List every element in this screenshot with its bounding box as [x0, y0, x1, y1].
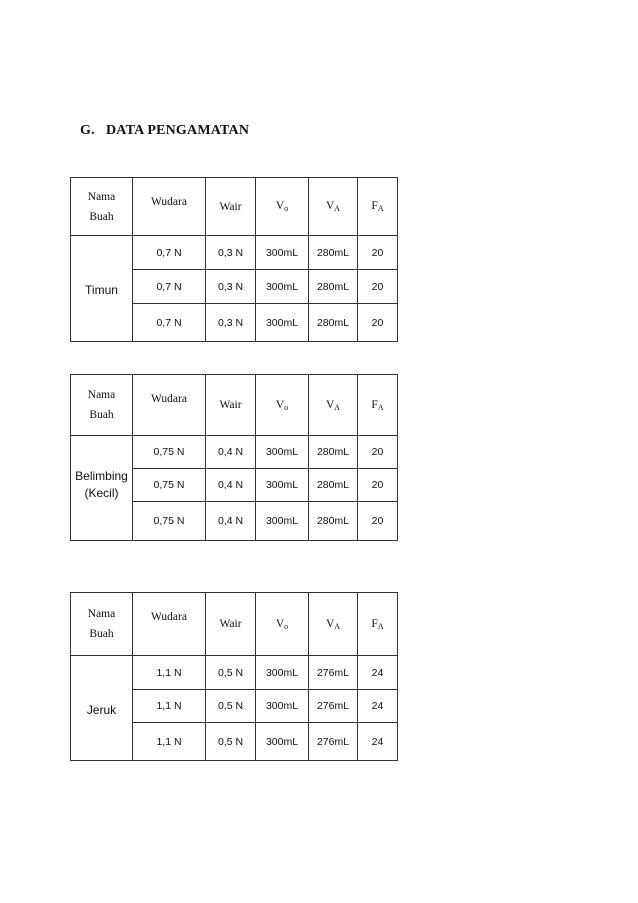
vo-cell: 300mL: [256, 690, 309, 723]
va-cell: 276mL: [309, 656, 358, 690]
fa-cell: 20: [358, 236, 398, 270]
fa-cell: 20: [358, 304, 398, 342]
wudara-cell: 1,1 N: [133, 723, 206, 761]
wudara-cell: 0,7 N: [133, 270, 206, 304]
fruit-name-cell: Timun: [71, 236, 133, 342]
table-row: [71, 236, 398, 270]
wudara-cell: 0,7 N: [133, 236, 206, 270]
fruit-name-cell: Jeruk: [71, 656, 133, 761]
section-number: G.: [80, 123, 95, 138]
header-va: $V_A$: [309, 375, 358, 436]
header-nama-buah: Nama Buah: [71, 178, 133, 236]
header-vo: $V_o$: [256, 375, 309, 436]
vo-cell: 300mL: [256, 270, 309, 304]
wair-cell: 0,4 N: [206, 436, 256, 469]
header-fa: $F_A$: [358, 593, 398, 656]
vo-cell: 300mL: [256, 656, 309, 690]
table-row: [71, 436, 398, 469]
va-cell: 280mL: [309, 236, 358, 270]
header-wair: Wair: [206, 178, 256, 236]
vo-cell: 300mL: [256, 469, 309, 502]
va-cell: 276mL: [309, 690, 358, 723]
header-fa: $F_A$: [358, 178, 398, 236]
header-wudara: Wudara: [133, 593, 206, 656]
wair-cell: 0,3 N: [206, 304, 256, 342]
header-va: $V_A$: [309, 593, 358, 656]
header-wudara: Wudara: [133, 375, 206, 436]
observation-table-jeruk: [70, 592, 398, 761]
header-nama-buah: Nama Buah: [71, 593, 133, 656]
va-cell: 276mL: [309, 723, 358, 761]
wair-cell: 0,4 N: [206, 469, 256, 502]
wair-cell: 0,5 N: [206, 723, 256, 761]
header-row: [71, 593, 398, 656]
header-row: [71, 178, 398, 236]
vo-cell: 300mL: [256, 436, 309, 469]
header-nama-buah: Nama Buah: [71, 375, 133, 436]
wudara-cell: 0,75 N: [133, 502, 206, 541]
fa-cell: 24: [358, 656, 398, 690]
wudara-cell: 0,75 N: [133, 469, 206, 502]
header-vo: $V_o$: [256, 178, 309, 236]
header-wair: Wair: [206, 375, 256, 436]
fa-cell: 20: [358, 502, 398, 541]
wair-cell: 0,3 N: [206, 236, 256, 270]
header-wudara: Wudara: [133, 178, 206, 236]
fruit-name-cell: Belimbing (Kecil): [71, 436, 133, 541]
vo-cell: 300mL: [256, 236, 309, 270]
fa-cell: 20: [358, 469, 398, 502]
vo-cell: 300mL: [256, 502, 309, 541]
wudara-cell: 1,1 N: [133, 656, 206, 690]
fa-cell: 20: [358, 436, 398, 469]
wudara-cell: 1,1 N: [133, 690, 206, 723]
header-wair: Wair: [206, 593, 256, 656]
wudara-cell: 0,75 N: [133, 436, 206, 469]
vo-cell: 300mL: [256, 304, 309, 342]
fa-cell: 20: [358, 270, 398, 304]
wair-cell: 0,4 N: [206, 502, 256, 541]
table-row: [71, 656, 398, 690]
header-fa: $F_A$: [358, 375, 398, 436]
wair-cell: 0,3 N: [206, 270, 256, 304]
fa-cell: 24: [358, 723, 398, 761]
section-title: DATA PENGAMATAN: [106, 123, 250, 138]
va-cell: 280mL: [309, 469, 358, 502]
observation-table-belimbing: [70, 374, 398, 541]
va-cell: 280mL: [309, 304, 358, 342]
wair-cell: 0,5 N: [206, 656, 256, 690]
vo-cell: 300mL: [256, 723, 309, 761]
section-heading: [80, 123, 249, 139]
wair-cell: 0,5 N: [206, 690, 256, 723]
wudara-cell: 0,7 N: [133, 304, 206, 342]
va-cell: 280mL: [309, 502, 358, 541]
observation-table-timun: [70, 177, 398, 342]
header-va: $V_A$: [309, 178, 358, 236]
header-row: [71, 375, 398, 436]
va-cell: 280mL: [309, 270, 358, 304]
va-cell: 280mL: [309, 436, 358, 469]
fa-cell: 24: [358, 690, 398, 723]
header-vo: $V_o$: [256, 593, 309, 656]
